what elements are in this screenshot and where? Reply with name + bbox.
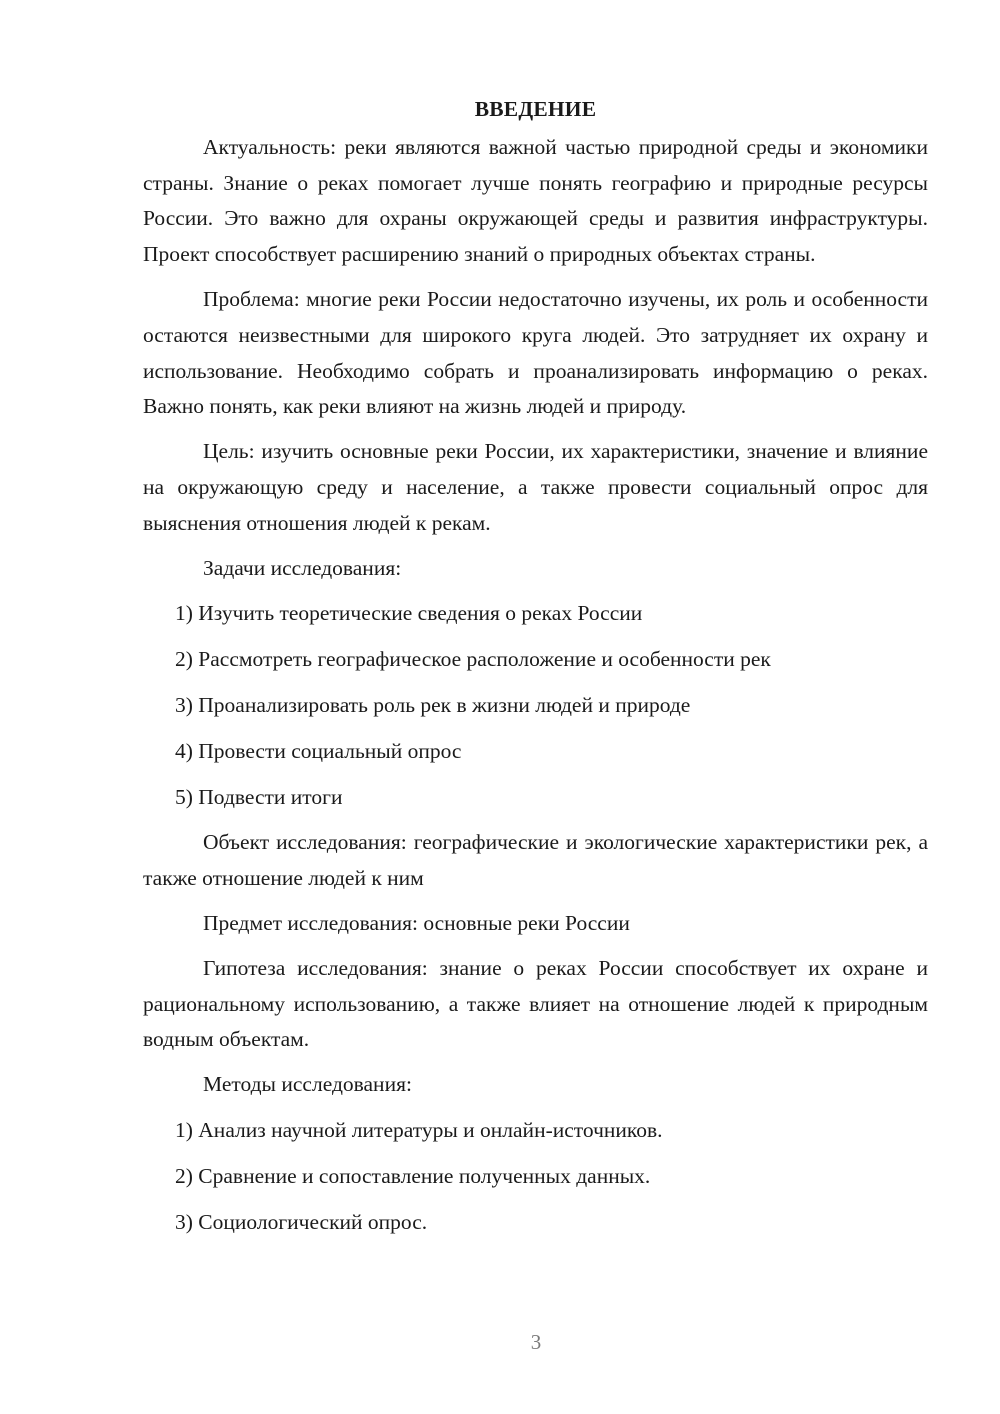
list-item: 2) Сравнение и сопоставление полученных данных. [175,1163,651,1188]
problem-paragraph: Проблема: многие реки России недостаточно изучены, их роль и особенности остаются неизвестными для широкого круга людей. Это затрудняет их охрану и использование. Необходимо собрать и проанализировать информацию о реках. Важно понять, как реки влияют на жизнь людей и природу. [143,286,928,419]
tasks-label: Задачи исследования: [203,555,402,580]
relevance-paragraph: Актуальность: реки являются важной частью природной среды и экономики страны. Знание о реках помогает лучше понять географию и природные ресурсы России. Это важно для охраны окружающей среды и развития инфраструктуры. Проект способствует расширению знаний о природных объектах страны. [143,134,928,267]
goal-paragraph: Цель: изучить основные реки России, их характеристики, значение и влияние на окружающую среду и население, а также провести социальный опрос для выяснения отношения людей к рекам. [143,439,928,535]
section-title: ВВЕДЕНИЕ [474,97,597,121]
list-item: 3) Социологический опрос. [175,1209,428,1234]
tasks-list [143,596,928,815]
list-item: 1) Анализ научной литературы и онлайн-источников. [175,1117,663,1142]
subject-paragraph: Предмет исследования: основные реки России [203,910,630,935]
page-number: 3 [530,1330,542,1354]
list-item: 3) Проанализировать роль рек в жизни людей и природе [175,692,691,717]
hypothesis-paragraph: Гипотеза исследования: знание о реках России способствует их охране и рациональному использованию, а также влияет на отношение людей к природным водным объектам. [143,955,928,1052]
list-item: 2) Рассмотреть географическое расположение и особенности рек [175,647,771,672]
document-page [143,92,928,1250]
list-item: 1) Изучить теоретические сведения о реках России [175,601,643,626]
methods-label: Методы исследования: [203,1072,412,1097]
methods-list [143,1113,928,1240]
object-paragraph: Объект исследования: географические и экологические характеристики рек, а также отношение людей к ним [143,830,928,891]
list-item: 5) Подвести итоги [175,784,343,809]
list-item: 4) Провести социальный опрос [175,738,462,763]
